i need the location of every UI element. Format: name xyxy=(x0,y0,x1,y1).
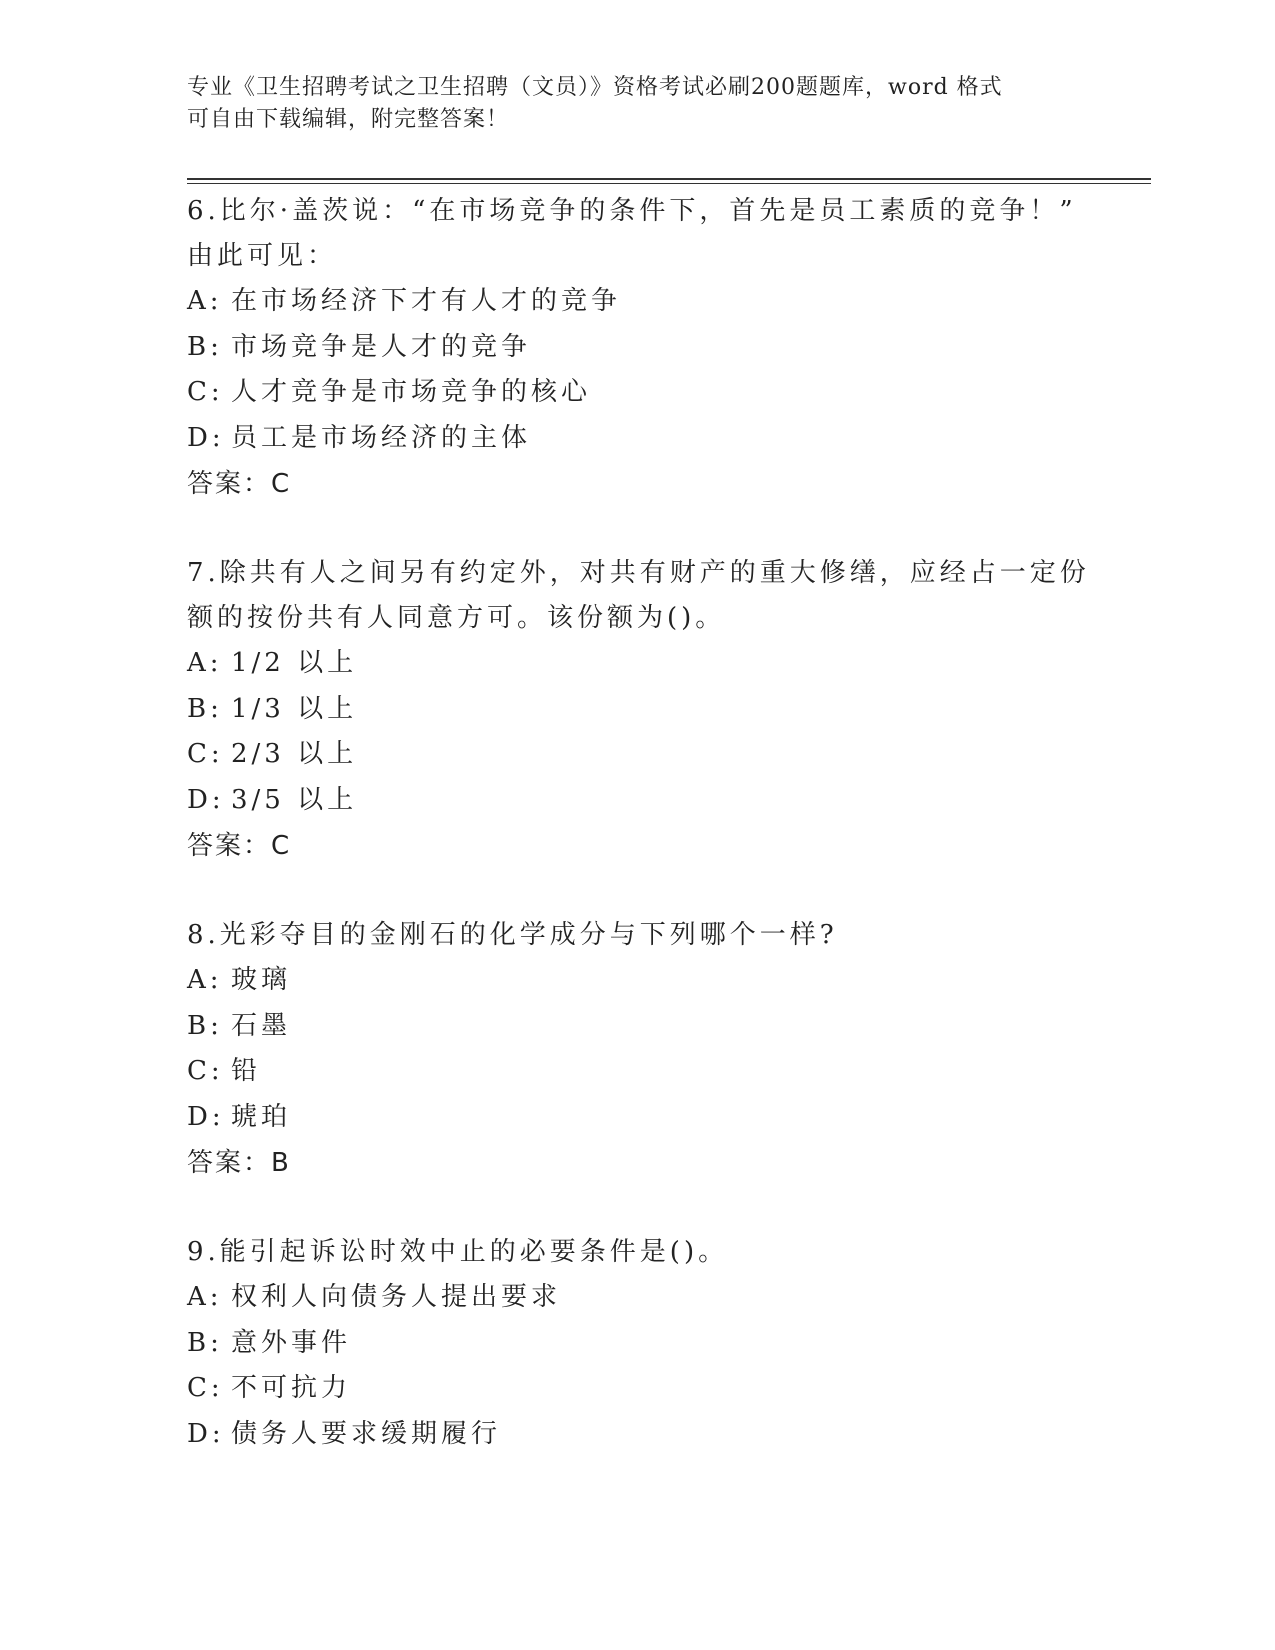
question-spacer xyxy=(187,1186,1087,1230)
question-8 xyxy=(187,913,1087,1186)
option-letter: B: xyxy=(187,1327,223,1358)
header-line-2: 可自由下载编辑，附完整答案！ xyxy=(187,107,510,132)
option-text: 3/5 以上 xyxy=(231,784,358,815)
option-text: 意外事件 xyxy=(231,1327,352,1358)
option-letter: A: xyxy=(187,286,223,316)
question-stem-line: 6.比尔·盖茨说：“在市场竞争的条件下，首先是员工素质的竞争！” xyxy=(187,196,1077,226)
option-letter: C: xyxy=(187,739,224,769)
answer-line xyxy=(187,461,1087,507)
question-list xyxy=(187,189,1090,1457)
option-b xyxy=(187,325,1087,371)
option-text: 琥珀 xyxy=(231,1101,292,1132)
option-letter: C: xyxy=(187,1056,224,1086)
answer-value: B xyxy=(271,1148,291,1178)
option-text: 玻璃 xyxy=(231,965,292,995)
option-text: 市场竞争是人才的竞争 xyxy=(231,331,532,362)
question-spacer xyxy=(187,507,1087,551)
question-stem-line: 9.能引起诉讼时效中止的必要条件是()。 xyxy=(187,1237,729,1267)
option-letter: B: xyxy=(187,693,223,724)
question-stem xyxy=(187,1230,1087,1275)
option-letter: B: xyxy=(187,331,223,362)
option-letter: C: xyxy=(187,1373,224,1403)
option-letter: A: xyxy=(187,1282,223,1312)
answer-value: C xyxy=(271,831,292,861)
header-line-1: 专业《卫生招聘考试之卫生招聘（文员）》资格考试必刷200题题库，word 格式 xyxy=(187,75,1003,100)
answer-label: 答案： xyxy=(187,469,272,499)
option-text: 人才竞争是市场竞争的核心 xyxy=(231,377,592,407)
answer-line xyxy=(187,1140,1087,1186)
option-a xyxy=(187,641,1087,687)
option-c xyxy=(187,370,1087,416)
option-text: 员工是市场经济的主体 xyxy=(231,422,532,453)
option-letter: A: xyxy=(187,648,223,678)
option-text: 债务人要求缓期履行 xyxy=(231,1418,502,1449)
option-d xyxy=(187,778,1087,824)
option-text: 1/2 以上 xyxy=(231,648,358,678)
option-a xyxy=(187,958,1087,1004)
question-spacer xyxy=(187,869,1087,913)
option-d xyxy=(187,416,1087,462)
question-stem xyxy=(187,189,1087,279)
option-letter: C: xyxy=(187,377,224,407)
answer-label: 答案： xyxy=(187,1148,272,1178)
option-b xyxy=(187,1321,1087,1367)
answer-label: 答案： xyxy=(187,831,272,861)
question-stem xyxy=(187,913,1087,958)
answer-value: C xyxy=(271,469,292,499)
option-text: 1/3 以上 xyxy=(231,693,358,724)
option-letter: D: xyxy=(187,1101,225,1132)
option-letter: D: xyxy=(187,784,225,815)
option-text: 铅 xyxy=(231,1056,262,1086)
question-9 xyxy=(187,1230,1087,1457)
option-letter: D: xyxy=(187,1418,225,1449)
option-text: 权利人向债务人提出要求 xyxy=(231,1282,562,1312)
document-header xyxy=(187,72,1067,136)
option-letter: B: xyxy=(187,1010,223,1041)
header-divider-thick xyxy=(187,178,1151,180)
answer-line xyxy=(187,823,1087,869)
question-6 xyxy=(187,189,1087,507)
option-b xyxy=(187,1004,1087,1050)
option-text: 不可抗力 xyxy=(231,1373,352,1403)
option-c xyxy=(187,1049,1087,1095)
question-stem xyxy=(187,551,1090,641)
option-letter: D: xyxy=(187,422,225,453)
question-stem-line: 7.除共有人之间另有约定外，对共有财产的重大修缮，应经占一定份 xyxy=(187,558,1090,588)
option-c xyxy=(187,1366,1087,1412)
header-divider-thin xyxy=(187,183,1151,184)
option-d xyxy=(187,1095,1087,1141)
option-d xyxy=(187,1412,1087,1458)
option-a xyxy=(187,1275,1087,1321)
question-stem-line: 额的按份共有人同意方可。该份额为()。 xyxy=(187,603,726,633)
option-text: 在市场经济下才有人才的竞争 xyxy=(231,286,622,316)
option-c xyxy=(187,732,1087,778)
option-a xyxy=(187,279,1087,325)
option-text: 2/3 以上 xyxy=(231,739,358,769)
question-stem-line: 由此可见： xyxy=(187,241,338,271)
option-b xyxy=(187,687,1087,733)
question-7 xyxy=(187,551,1090,869)
question-stem-line: 8.光彩夺目的金刚石的化学成分与下列哪个一样? xyxy=(187,920,838,950)
option-letter: A: xyxy=(187,965,223,995)
option-text: 石墨 xyxy=(231,1010,292,1041)
